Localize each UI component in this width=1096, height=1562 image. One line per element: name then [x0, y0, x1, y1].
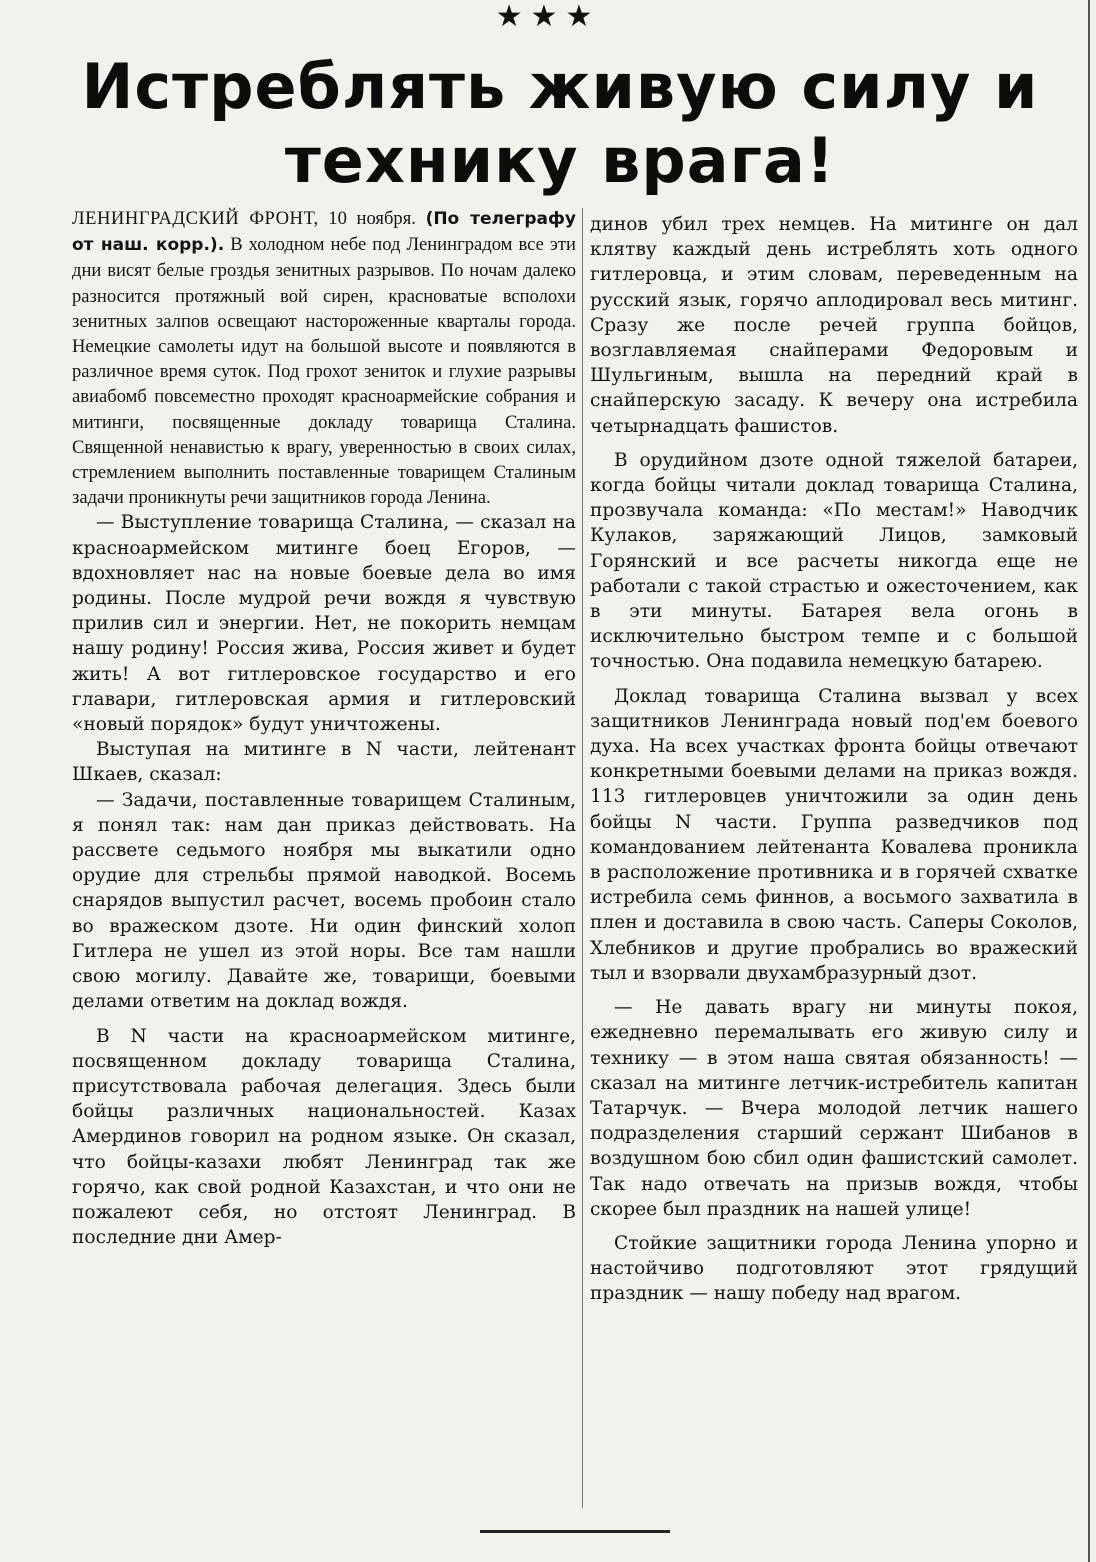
article-paragraph: динов убил трех немцев. На митинге он дал клятву каждый день истреблять хоть одного гитлеровца, и этим словам, переведенным на русский язык, горячо аплодировал весь митинг. Сразу же после речей группа бойцов, возглавляемая снайперами Федоровым и Шульгиным, вышла на передний край в снайперскую засаду. К вечеру она истребила четырнадцать фашистов.: [590, 214, 1078, 437]
article-paragraph: — Не давать врагу ни минуты покоя, ежедневно перемалывать его живую силу и технику — в этом наша святая обязанность! — сказал на митинге летчик-истребитель капитан Татарчук. — Вчера молодой летчик нашего подразделения старший сержант Шибанов в воздушном бою сбил один фашистский самолет. Так надо отвечать на призыв вождя, чтобы скорее был праздник на нашей улице!: [590, 997, 1078, 1220]
end-rule: [480, 1530, 670, 1533]
dateline-paragraph: [72, 206, 576, 510]
article-paragraph: В орудийном дзоте одной тяжелой батареи, когда бойцы читали доклад товарища Сталина, прозвучала команда: «По местам!» Наводчик Кулаков, заряжающий Лицов, замковый Горянский и все расчеты никогда еще не работали с такой страстью и ожесточением, как в эти минуты. Батарея вела огонь в исключительно быстром темпе и с большой точностью. Она подавила немецкую батарею.: [590, 449, 1078, 673]
dateline-date: 10 ноября.: [328, 208, 416, 229]
column-divider: [582, 208, 583, 1508]
article-headline: [60, 50, 1060, 198]
article-paragraph: В N части на красноармейском митинге, посвященном докладу товарища Сталина, присутствовала рабочая делегация. Здесь были бойцы различных национальностей. Казах Амердинов говорил на родном языке. Он сказал, что бойцы-казахи любят Ленинград так же горячо, как свой родной Казахстан, и что они не пожалеют себя, но отстоят Ленинград. В последние дни Амер-: [72, 1025, 576, 1249]
star-ornament: ★★★: [495, 0, 601, 34]
dateline-source: (По телеграфу от наш. корр.).: [72, 209, 576, 256]
article-paragraph: Доклад товарища Сталина вызвал у всех защитников Ленинграда новый под'ем боевого духа. На всех участках фронта бойцы отвечают конкретными боевыми делами на приказ вождя. 113 гитлеровцев уничтожили за один день бойцы N части. Группа разведчиков под командованием лейтенанта Ковалева проникла в расположение противника и в горячей схватке истребила семь финнов, а восьмого захватила в плен и доставила в свою часть. Саперы Соколов, Хлебников и другие пробрались во вражеский тыл и взорвали двухамбразурный дзот.: [590, 685, 1078, 984]
article-paragraph: В холодном небе под Ленинградом все эти дни висят белые гроздья зенитных разрывов. По ночам далеко разносится протяжный вой сирен, красноватые всполохи зенитных залпов освещают настороженные кварталы города. Немецкие самолеты идут на большой высоте и появляются в различное время суток. Под грохот зениток и глухие разрывы авиабомб повсеместно проходят красноармейские собрания и митинги, посвященные докладу товарища Сталина. Священной ненавистью к врагу, уверенностью в своих силах, стремлением выполнить поставленные товарищем Сталиным задачи проникнуты речи защитников города Ленина.: [72, 234, 576, 509]
article-paragraph: — Выступление товарища Сталина, — сказал на красноармейском митинге боец Егоров, — вдохновляет нас на новые боевые дела во имя родины. После мудрой речи вождя я чувствую прилив сил и энергии. Нет, не покорить немцам нашу родину! Россия жива, Россия живет и будет жить! А вот гитлеровское государство и его главари, гитлеровская армия и гитлеровский «новый порядок» будут уничтожены.: [72, 512, 576, 736]
headline-line-2: технику врага!: [284, 124, 836, 197]
dateline-place: ЛЕНИНГРАДСКИЙ ФРОНТ,: [72, 208, 319, 229]
article-column-right: [590, 212, 1078, 1307]
article-paragraph: Стойкие защитники города Ленина упорно и настойчиво подготовляют этот грядущий праздник — нашу победу над врагом.: [590, 1232, 1078, 1305]
article-paragraph: — Задачи, поставленные товарищем Сталиным, я понял так: нам дан приказ действовать. На рассвете седьмого ноября мы выкатили одно орудие для стрельбы прямой наводкой. Восемь снарядов выпустил расчет, восемь пробоин стало во вражеском дзоте. Ни один финский холоп Гитлера не ушел из этой норы. Все там нашли свою могилу. Давайте же, товарищи, боевыми делами ответим на доклад вождя.: [72, 789, 576, 1013]
article-column-left: [72, 206, 576, 1250]
headline-line-1: Истреблять живую силу и: [81, 50, 1039, 123]
page-edge-rule: [1088, 0, 1090, 1562]
article-paragraph: Выступая на митинге в N части, лейтенант Шкаев, сказал:: [72, 739, 576, 786]
